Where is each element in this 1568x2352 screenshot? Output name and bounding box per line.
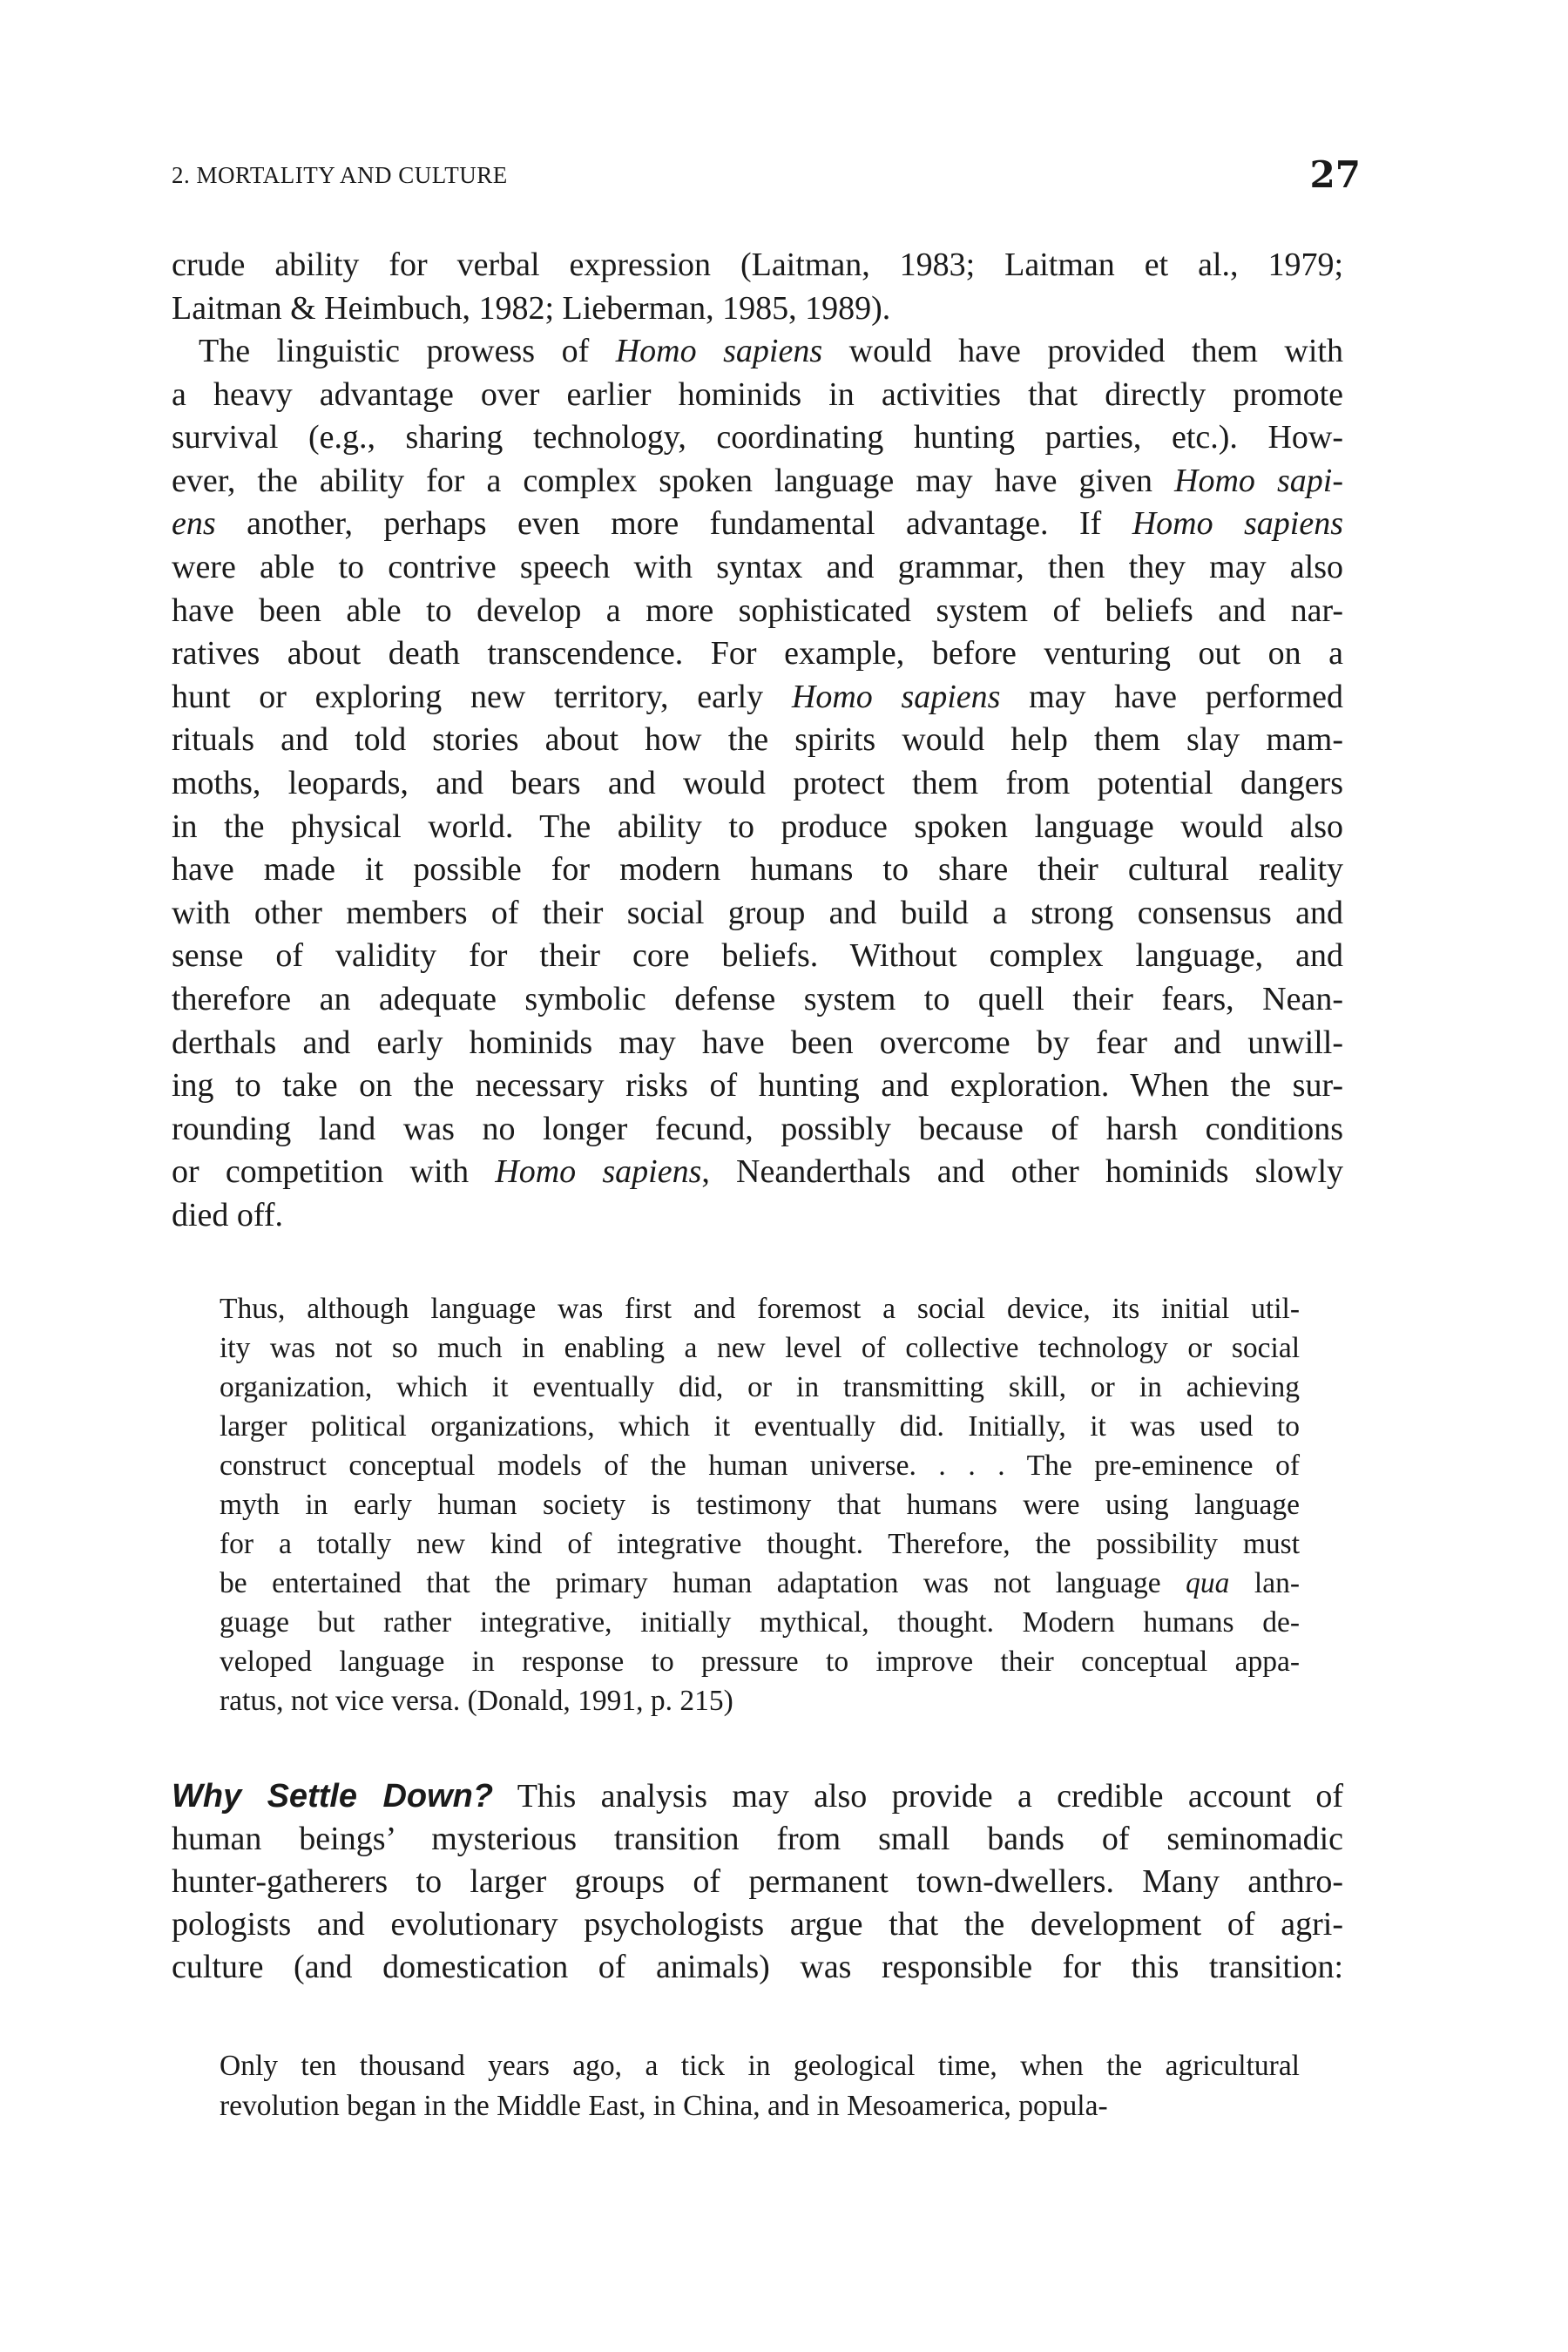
text-line — [172, 1903, 1343, 1946]
running-head: 2. MORTALITY AND CULTURE — [172, 162, 508, 188]
text-line — [172, 935, 1343, 978]
italic-text: Homo sapiens — [495, 1153, 702, 1191]
italic-text: Homo sapi- — [1174, 462, 1343, 499]
text-line — [172, 1064, 1343, 1108]
text-segment: ratives about death transcendence. For example, before venturing out on a — [172, 635, 1343, 672]
text-segment: be entertained that the primary human adaptation was not language — [220, 1567, 1186, 1599]
text-line — [220, 1446, 1300, 1485]
text-segment: ratus, not vice versa. (Donald, 1991, p. 215) — [220, 1685, 733, 1717]
text-segment: pologists and evolutionary psychologists argue that the development of agri- — [172, 1905, 1343, 1943]
text-segment: would have provided them with — [822, 333, 1343, 369]
text-line — [220, 1524, 1300, 1564]
text-segment: hunt or exploring new territory, early — [172, 678, 792, 715]
text-segment: The linguistic prowess of — [199, 333, 616, 369]
text-line — [220, 1368, 1300, 1407]
section-paragraph-why-settle-down — [172, 1775, 1343, 1988]
text-segment: with other members of their social group and build a strong consensus and — [172, 894, 1343, 931]
text-segment: , Neanderthals and other hominids slowly — [701, 1153, 1344, 1191]
text-segment: derthals and early hominids may have been overcome by fear and unwill- — [172, 1024, 1343, 1061]
text-line — [172, 806, 1343, 849]
text-line — [172, 1946, 1343, 1989]
text-segment: therefore an adequate symbolic defense system to quell their fears, Nean- — [172, 980, 1343, 1017]
italic-text: Homo sapiens — [615, 333, 823, 369]
text-segment: may have performed — [1000, 678, 1343, 715]
text-segment: another, perhaps even more fundamental advantage. If — [215, 505, 1132, 543]
body-paragraph-continued — [172, 244, 1343, 330]
text-line — [172, 1108, 1343, 1152]
text-line — [220, 1603, 1300, 1642]
text-segment: organization, which it eventually did, or in transmitting skill, or in achieving — [220, 1371, 1300, 1403]
text-line — [220, 1485, 1300, 1524]
text-line — [172, 676, 1343, 720]
text-line — [220, 1681, 1300, 1720]
text-line — [220, 2046, 1300, 2086]
text-line — [172, 1818, 1343, 1861]
text-line — [172, 1194, 1343, 1238]
block-quote-agricultural-revolution — [220, 2046, 1300, 2126]
text-segment: Laitman & Heimbuch, 1982; Lieberman, 1985, 1989). — [172, 289, 891, 327]
italic-text: Homo sapiens — [1132, 505, 1343, 543]
text-segment: larger political organizations, which it eventually did. Initially, it was used to — [220, 1410, 1300, 1443]
italic-text: qua — [1186, 1567, 1230, 1599]
text-segment: were able to contrive speech with syntax and grammar, then they may also — [172, 548, 1343, 585]
text-segment: veloped language in response to pressure to improve their conceptual appa- — [220, 1646, 1300, 1678]
text-line — [172, 632, 1343, 676]
text-line — [172, 330, 1343, 374]
text-line — [220, 1289, 1300, 1328]
text-line — [220, 1642, 1300, 1681]
text-line — [172, 1861, 1343, 1903]
block-quote-donald — [220, 1289, 1300, 1720]
text-line — [172, 503, 1343, 546]
text-segment: ever, the ability for a complex spoken language may have given — [172, 462, 1175, 499]
text-segment: for a totally new kind of integrative thought. Therefore, the possibility must — [220, 1528, 1300, 1560]
text-segment: guage but rather integrative, initially mythical, thought. Modern humans de- — [220, 1606, 1300, 1639]
text-line — [172, 978, 1343, 1022]
text-line — [172, 460, 1343, 504]
text-line — [172, 590, 1343, 633]
text-line — [172, 416, 1343, 460]
text-segment: Only ten thousand years ago, a tick in geological time, when the agricultural — [220, 2050, 1300, 2082]
text-segment: hunter-gatherers to larger groups of permanent town-dwellers. Many anthro- — [172, 1862, 1343, 1900]
text-line — [172, 848, 1343, 892]
text-line — [172, 762, 1343, 806]
text-line — [172, 1151, 1343, 1194]
text-line — [172, 892, 1343, 936]
text-segment: human beings’ mysterious transition from small bands of seminomadic — [172, 1820, 1343, 1857]
page-number: 27 — [1309, 153, 1361, 196]
text-line — [172, 719, 1343, 762]
text-line — [220, 2086, 1300, 2126]
body-paragraph-linguistic-prowess — [172, 330, 1343, 1237]
text-line — [220, 1328, 1300, 1368]
text-segment: construct conceptual models of the human universe. . . . The pre-eminence of — [220, 1450, 1300, 1482]
text-segment: lan- — [1229, 1567, 1300, 1599]
text-line — [172, 546, 1343, 590]
text-segment: in the physical world. The ability to produce spoken language would also — [172, 808, 1343, 845]
text-segment: sense of validity for their core beliefs. Without complex language, and — [172, 937, 1343, 975]
text-segment: revolution began in the Middle East, in China, and in Mesoamerica, popula- — [220, 2090, 1108, 2122]
text-line — [172, 374, 1343, 417]
text-segment: rituals and told stories about how the spirits would help them slay mam- — [172, 721, 1343, 759]
text-segment: moths, leopards, and bears and would protect them from potential dangers — [172, 764, 1343, 801]
text-line — [172, 287, 1343, 331]
text-segment: rounding land was no longer fecund, possibly because of harsh conditions — [172, 1110, 1343, 1147]
text-segment: culture (and domestication of animals) was responsible for this transition: — [172, 1948, 1343, 1985]
text-line — [172, 244, 1343, 287]
text-segment: survival (e.g., sharing technology, coordinating hunting parties, etc.). How- — [172, 419, 1343, 456]
text-line — [220, 1564, 1300, 1603]
text-segment: a heavy advantage over earlier hominids in activities that directly promote — [172, 375, 1343, 413]
italic-text: ens — [172, 505, 216, 543]
text-line — [172, 1775, 1343, 1818]
text-segment: myth in early human society is testimony that humans were using language — [220, 1489, 1300, 1521]
italic-text: Homo sapiens — [791, 678, 1001, 715]
text-line — [220, 1407, 1300, 1446]
text-segment: died off. — [172, 1196, 284, 1233]
text-segment: crude ability for verbal expression (Laitman, 1983; Laitman et al., 1979; — [172, 247, 1343, 283]
section-heading: Why Settle Down? — [172, 1778, 494, 1815]
text-segment: Thus, although language was first and foremost a social device, its initial util- — [220, 1293, 1300, 1325]
text-segment: ity was not so much in enabling a new level of collective technology or social — [220, 1332, 1300, 1364]
text-segment: have been able to develop a more sophisticated system of beliefs and nar- — [172, 591, 1343, 629]
text-segment: This analysis may also provide a credible account of — [493, 1778, 1343, 1815]
text-line — [172, 1022, 1343, 1065]
text-segment: or competition with — [172, 1153, 496, 1191]
text-segment: have made it possible for modern humans to share their cultural reality — [172, 851, 1343, 889]
text-segment: ing to take on the necessary risks of hunting and exploration. When the sur- — [172, 1067, 1343, 1105]
